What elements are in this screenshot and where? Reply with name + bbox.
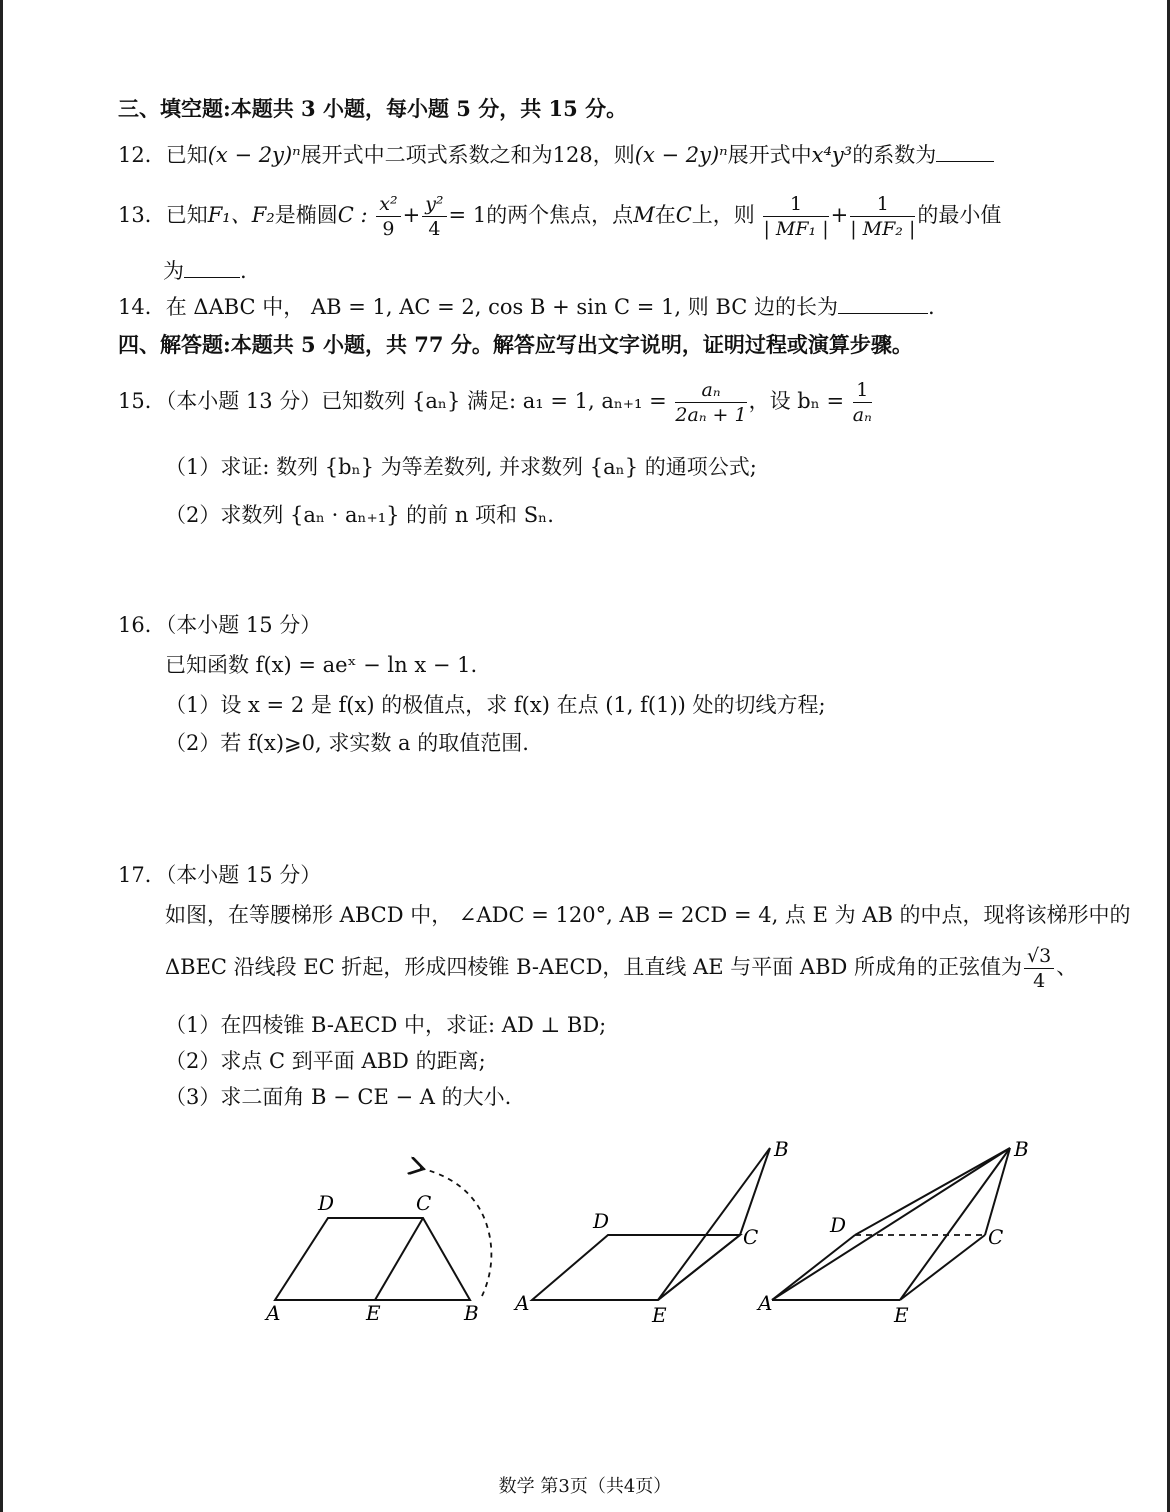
fig1-label-c: C (416, 1191, 432, 1215)
figure-folded (513, 1137, 789, 1327)
q17-number: 17． (118, 863, 166, 887)
q13-m: M (633, 203, 655, 227)
fig3-label-a: A (758, 1291, 773, 1315)
fig3-ad (772, 1235, 855, 1300)
q15-b-fraction: $\frac{1}{\text{aₙ}}$ (852, 379, 872, 426)
trapezoid-segment-ec (375, 1218, 423, 1300)
fig1-label-d: D (318, 1191, 335, 1215)
q15-set: ，设 bₙ = (748, 389, 845, 413)
q17-part3: （3）求二面角 B − CE − A 的大小. (165, 1085, 512, 1109)
q13-number: 13． (118, 203, 166, 227)
q13-after: 的两个焦点，点 (486, 203, 634, 227)
q15-recurrence-fraction: $\frac{\text{aₙ}}{\text{2aₙ + 1}}$ (675, 379, 747, 426)
q14-number: 14． (118, 295, 166, 319)
q16-given: 已知函数 f(x) = aeˣ − ln x − 1. (165, 653, 478, 677)
q17-sine-fraction: $\frac{√3}{4}$ (1024, 944, 1054, 993)
q13-mf1-fraction: $\frac{1}{\text{| MF₁ |}}$ (763, 193, 829, 240)
fig2-base (532, 1235, 740, 1300)
fig2-label-e: E (652, 1303, 667, 1327)
q17-line2-wrap (165, 940, 1077, 994)
q17-part1: （1）在四棱锥 B-AECD 中，求证: AD ⊥ BD; (165, 1013, 607, 1037)
q13-foci: F₁、F₂ (207, 203, 275, 227)
q15-part2: （2）求数列 {aₙ · aₙ₊₁} 的前 n 项和 Sₙ. (165, 503, 554, 527)
q12-expr-repeat: (x − 2y)ⁿ (634, 143, 728, 167)
q17-line2: ΔBEC 沿线段 EC 折起，形成四棱锥 B-AECD，且直线 AE 与平面 ABD 所成角的正弦值为 (165, 955, 1023, 979)
page-footer: 数学 第3页（共4页） (498, 1476, 672, 1497)
q16-part2: （2）若 f(x)⩾0, 求实数 a 的取值范围. (165, 731, 529, 755)
q12-tail: 的系数为 (852, 143, 937, 167)
fig1-label-a: A (266, 1301, 281, 1325)
q13-ellipse-c: C : (337, 203, 368, 227)
fig1-label-e: E (366, 1301, 381, 1325)
q17-line2-end: 、 (1056, 955, 1078, 979)
fig2-label-d: D (593, 1209, 610, 1233)
q17-part2: （2）求点 C 到平面 ABD 的距离; (165, 1049, 486, 1073)
q13-ze: 上，则 (691, 203, 755, 227)
q13-mid: 是椭圆 (274, 203, 338, 227)
fig3-label-e: E (894, 1303, 909, 1327)
q17-figures (250, 1128, 1090, 1338)
q15-number: 15． (118, 389, 166, 413)
q13-c: C (675, 203, 692, 227)
q12-term: x⁴y³ (811, 143, 853, 167)
q13-tail: 的最小值 (917, 203, 1002, 227)
q13-eq: = 1 (448, 203, 487, 227)
question-14 (118, 292, 935, 322)
question-13-line2 (163, 256, 247, 286)
section4-heading: 四、解答题:本题共 5 小题，共 77 分。解答应写出文字说明，证明过程或演算步骤。 (118, 332, 913, 357)
q13-line2: 为 (163, 259, 184, 283)
q12-number: 12． (118, 143, 166, 167)
q13-on: 在 (654, 203, 676, 227)
q12-pre: 已知 (165, 143, 208, 167)
fig3-db (855, 1148, 1010, 1235)
q13-answer-blank[interactable] (184, 257, 240, 278)
scan-edge-left (0, 0, 3, 1512)
q13-plus: + (402, 203, 421, 227)
fig3-ab (772, 1148, 1010, 1300)
figure-trapezoid (264, 1168, 491, 1325)
q13-pre: 已知 (165, 203, 208, 227)
question-16 (118, 610, 321, 640)
q16-number: 16． (118, 613, 166, 637)
q17-head: （本小题 15 分） (165, 863, 322, 887)
q13-mf2-fraction: $\frac{1}{\text{| MF₂ |}}$ (850, 193, 916, 240)
fig3-label-d: D (830, 1213, 847, 1237)
q12-mid: 展开式中二项式系数之和为128，则 (300, 143, 635, 167)
q17-line1: 如图，在等腰梯形 ABCD 中， ∠ADC = 120°, AB = 2CD = 4, 点 E 为 AB 的中点，现将该梯形中的 (165, 903, 1131, 927)
q15-head: （本小题 13 分）已知数列 {aₙ} 满足: a₁ = 1, aₙ₊₁ = (165, 389, 667, 413)
fig2-eb (658, 1148, 770, 1300)
fig3-label-b: B (1014, 1137, 1029, 1161)
q14-end: . (928, 295, 935, 319)
q13-x-fraction: $\frac{\text{x²}}{9}$ (376, 192, 400, 241)
q16-head: （本小题 15 分） (165, 613, 322, 637)
question-12 (118, 140, 994, 170)
fig3-ec (900, 1235, 985, 1300)
figure-pyramid (756, 1137, 1029, 1327)
section3-heading: 三、填空题:本题共 3 小题，每小题 5 分，共 15 分。 (118, 96, 628, 121)
q12-answer-blank[interactable] (936, 141, 994, 162)
question-15 (118, 374, 874, 428)
q12-post: 展开式中 (727, 143, 812, 167)
q12-expr: (x − 2y)ⁿ (207, 143, 301, 167)
trapezoid-outline (275, 1218, 470, 1300)
fig2-label-b: B (774, 1137, 789, 1161)
q13-end: . (240, 259, 247, 283)
q13-y-fraction: $\frac{\text{y²}}{4}$ (422, 192, 446, 241)
question-13 (118, 188, 1001, 242)
q13-plus2: + (830, 203, 849, 227)
q16-part1: （1）设 x = 2 是 f(x) 的极值点，求 f(x) 在点 (1, f(1)) 处的切线方程; (165, 693, 826, 717)
question-17 (118, 860, 321, 890)
fig1-label-b: B (464, 1301, 479, 1325)
fig2-bc (740, 1148, 770, 1235)
fig3-eb (900, 1148, 1010, 1300)
fig2-label-a: A (515, 1291, 530, 1315)
fig2-label-c: C (743, 1225, 759, 1249)
q14-text: 在 ΔABC 中， AB = 1, AC = 2, cos B + sin C = 1, 则 BC 边的长为 (165, 295, 839, 319)
q15-part1: （1）求证: 数列 {bₙ} 为等差数列, 并求数列 {aₙ} 的通项公式; (165, 455, 757, 479)
q14-answer-blank[interactable] (838, 293, 928, 314)
fig3-label-c: C (988, 1225, 1004, 1249)
